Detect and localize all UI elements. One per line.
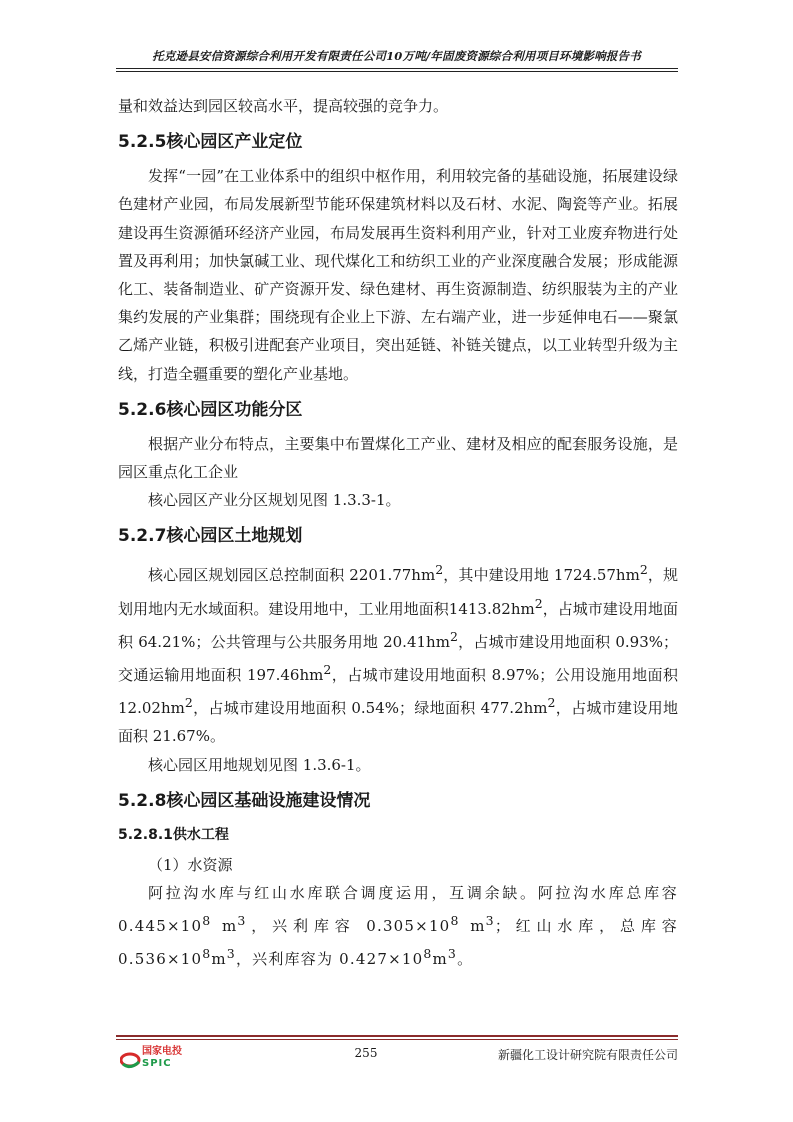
section-heading-5-2-8: 5.2.8核心园区基础设施建设情况: [118, 790, 371, 811]
paragraph-functional-zoning: 根据产业分布特点，主要集中布置煤化工产业、建材及相应的配套服务设施，是园区重点化工企业: [118, 434, 678, 482]
spic-logo-icon: [120, 1046, 142, 1074]
paragraph-land-figure-ref: 核心园区用地规划见图 1.3.6-1。: [148, 755, 371, 774]
page-number: 255: [354, 1046, 378, 1060]
section-heading-5-2-5: 5.2.5核心园区产业定位: [118, 132, 303, 153]
spic-logo: [120, 1046, 200, 1080]
paragraph-industry-positioning: 发挥“一园”在工业体系中的组织中枢作用，利用较完备的基础设施，拓展建设绿色建材产业园，布局发展新型节能环保建筑材料以及石材、水泥、陶瓷等产业。拓展建设再生资源循环经济产业园，布局发展再生资料利用产业，针对工业废弃物进行处置及再利用；加快氯碱工业、现代煤化工和纺织工业的产业深度融合发展；形成能源化工、装备制造业、矿产资源开发、绿色建材、再生资源制造、纺织服装为主的产业集约发展的产业集群；围绕现有企业上下游、左右端产业，进一步延伸电石——聚氯乙烯产业链，积极引进配套产业项目，突出延链、补链关键点，以工业转型升级为主线，打造全疆重要的塑化产业基地。: [118, 167, 678, 383]
header-rule-top: [116, 68, 678, 69]
logo-chinese-name: 国家电投: [142, 1046, 182, 1057]
paragraph-zoning-figure-ref: 核心园区产业分区规划见图 1.3.3-1。: [148, 491, 401, 510]
footer-rule-thick: [116, 1035, 678, 1037]
subsection-heading-5-2-8-1: 5.2.8.1供水工程: [118, 826, 229, 843]
paragraph-land-planning: 核心园区规划园区总控制面积 $2201.77hm^2$，其中建设用地 $1724.57hm^2$，规划用地内无水域面积。建设用地中，工业用地面积$1413.82hm^2$，占城市建设用地面积 64.21%；公共管理与公共服务用地 $20.41hm^2$，占城市建设用地面积 0.93%；交通运输用地面积 $197.46hm^2$，占城市建设用地面积 8.97%；公用设施用地面积 $12.02hm^2$，占城市建设用地面积 0.54%；绿地面积 $477.2hm^2$，占城市建设用地面积 21.67%。: [118, 562, 679, 746]
page-body: [118, 92, 678, 974]
section-heading-5-2-6: 5.2.6核心园区功能分区: [118, 399, 303, 420]
footer-company: 新疆化工设计研究院有限责任公司: [497, 1048, 678, 1062]
footer-rule-thin: [116, 1039, 678, 1040]
list-item-water-resources: （1）水资源: [148, 855, 233, 874]
paragraph-continued: 量和效益达到园区较高水平，提高较强的竞争力。: [118, 97, 449, 115]
running-header: 托克逊县安信资源综合利用开发有限责任公司10万吨/年固废资源综合利用项目环境影响报告书: [152, 49, 641, 63]
paragraph-reservoirs: 阿拉沟水库与红山水库联合调度运用，互调余缺。阿拉沟水库总库容 $0.445\times 10^8$ $m^3$，兴利库容 $0.305\times 10^8$ $m^3$；红山水库，总库容 $0.536\times 10^8m^3$，兴利库容为 $0.427\times 10^8m^3$。: [118, 884, 678, 969]
section-heading-5-2-7: 5.2.7核心园区土地规划: [118, 526, 303, 547]
header-rule-bottom: [116, 71, 678, 72]
logo-english-name: SPIC: [142, 1058, 172, 1069]
